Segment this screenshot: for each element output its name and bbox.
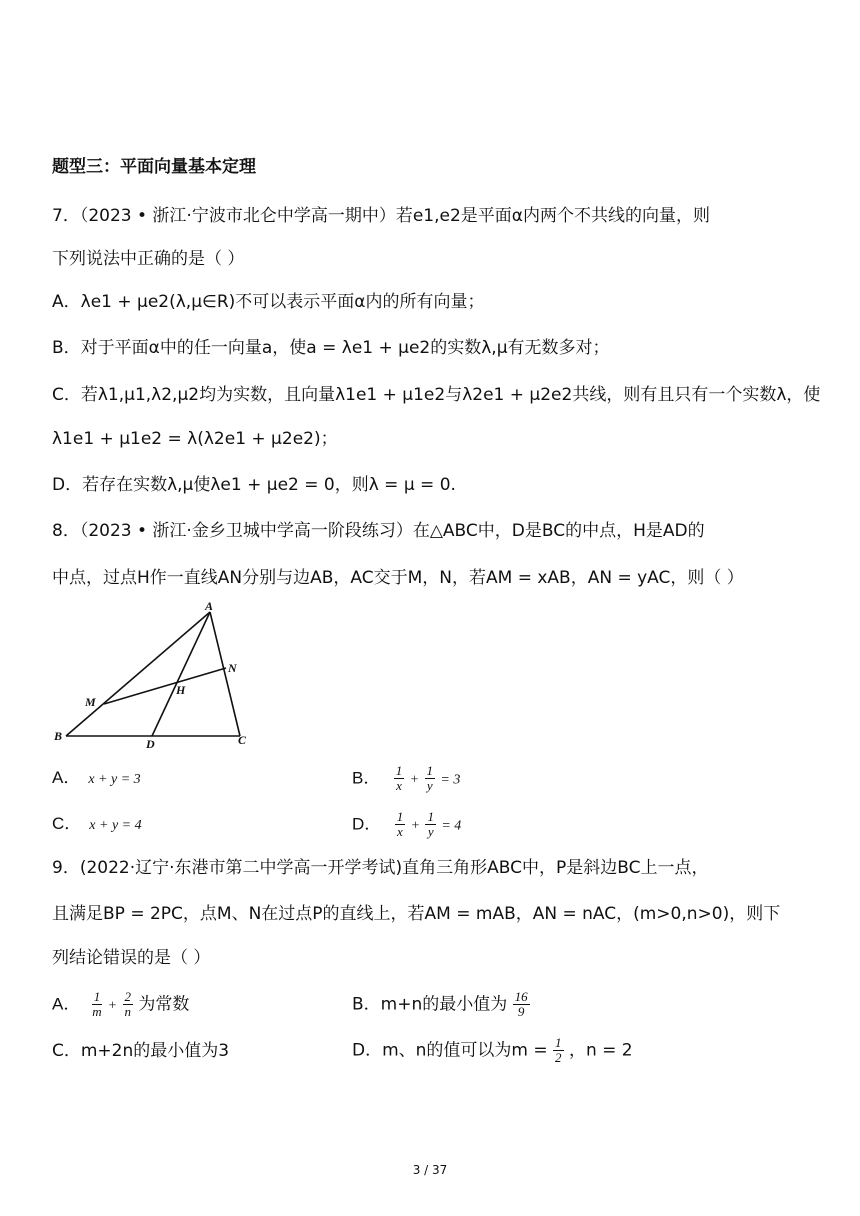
q7-option-c-line1: C．若λ1,μ1,λ2,μ2均为实数，且向量λ1e1 + μ1e2与λ2e1 + μ2e2共线，则有且只有一个实数λ，使 (52, 385, 821, 405)
segment-mn (104, 668, 226, 704)
label-h: H (176, 683, 186, 697)
label-d: D (146, 737, 155, 750)
label-a: A (205, 600, 214, 613)
segment-ab (66, 612, 210, 736)
section-title: 题型三：平面向量基本定理 (52, 157, 256, 177)
q9-option-a: A． $\frac{1}{m}$ + $\frac{2}{n}$ 为常数 (52, 989, 190, 1019)
q9-option-c: C．m+2n的最小值为3 (52, 1041, 230, 1061)
label-c: C (238, 733, 247, 747)
q8-option-c: C． x + y = 4 (52, 814, 142, 833)
q8-stem-line2: 中点，过点H作一直线AN分别与边AB，AC交于M，N，若AM = xAB，AN = yAC，则（ ） (52, 568, 744, 588)
segment-ad (152, 612, 210, 736)
label-m: M (85, 695, 96, 709)
q7-option-d: D．若存在实数λ,μ使λe1 + μe2 = 0，则λ = μ = 0. (52, 475, 456, 495)
q7-option-c-line2: λ1e1 + μ1e2 = λ(λ2e1 + μ2e2)； (52, 429, 338, 449)
q7-option-b: B．对于平面α中的任一向量a，使a = λe1 + μe2的实数λ,μ有无数多对； (52, 338, 610, 358)
q7-stem-line2: 下列说法中正确的是（ ） (52, 249, 245, 269)
q9-option-d: D．m、n的值可以为m = $\frac{1}{2}$ ，n = 2 (352, 1035, 633, 1065)
q9-stem-line3: 列结论错误的是（ ） (52, 948, 211, 968)
q9-stem-line2: 且满足BP = 2PC，点M、N在过点P的直线上，若AM = mAB，AN = nAC，(m>0,n>0)，则下 (52, 904, 781, 924)
q7-option-a: A．λe1 + μe2(λ,μ∈R)不可以表示平面α内的所有向量； (52, 292, 485, 312)
q7-stem-line1: 7．（2023 • 浙江·宁波市北仑中学高一期中）若e1,e2是平面α内两个不共线的向量，则 (52, 206, 710, 226)
q8-option-b: B． $\frac{1}{x}$ + $\frac{1}{y}$ = 3 (352, 763, 461, 793)
q8-stem-line1: 8．（2023 • 浙江·金乡卫城中学高一阶段练习）在△ABC中，D是BC的中点，H是AD的 (52, 521, 705, 541)
page-number: 3 / 37 (412, 1163, 448, 1177)
q9-stem-line1: 9．(2022·辽宁·东港市第二中学高一开学考试)直角三角形ABC中，P是斜边BC上一点， (52, 858, 709, 878)
label-b: B (54, 729, 63, 743)
triangle-figure (52, 600, 262, 750)
q9-option-b: B．m+n的最小值为 $\frac{16}{9}$ (352, 989, 528, 1019)
q8-option-a: A． x + y = 3 (52, 768, 141, 787)
label-n: N (228, 661, 237, 675)
q8-option-d: D． $\frac{1}{x}$ + $\frac{1}{y}$ = 4 (352, 809, 462, 839)
